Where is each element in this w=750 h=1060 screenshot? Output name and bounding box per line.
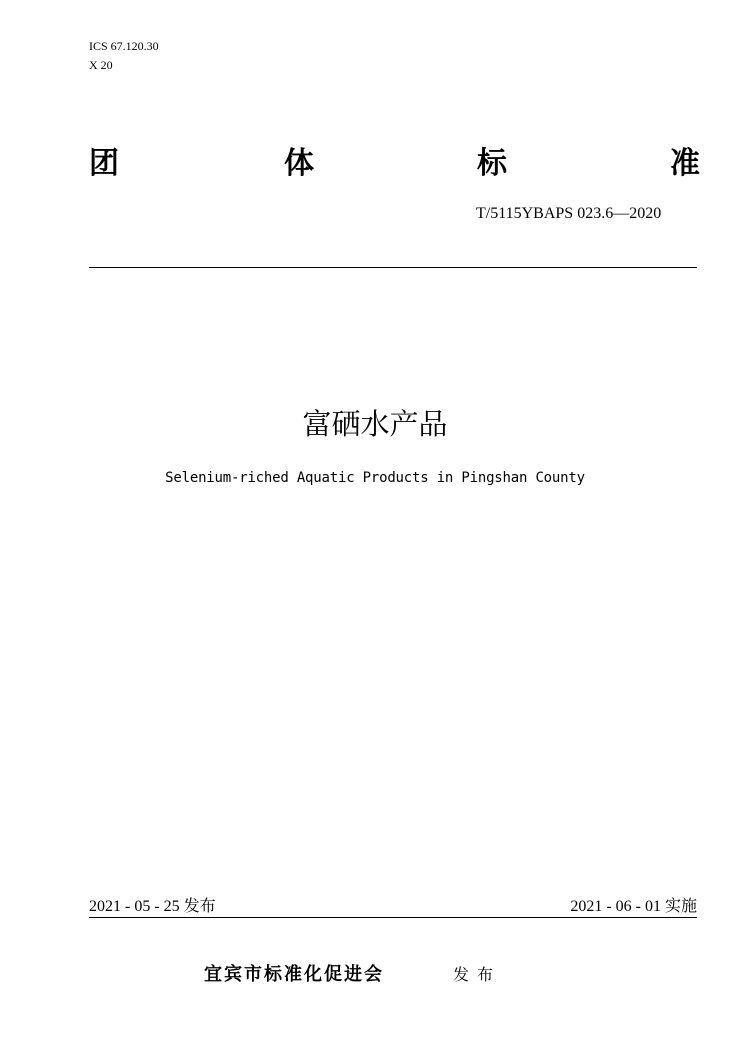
standard-type-char-4: 准 <box>670 146 700 181</box>
publisher-name: 宜宾市标准化促进会 <box>204 964 384 985</box>
standard-type-char-3: 标 <box>477 146 507 181</box>
document-title-cn: 富硒水产品 <box>302 407 448 441</box>
top-divider <box>89 267 697 268</box>
document-title-en: Selenium-riched Aquatic Products in Pingshan County <box>165 470 585 486</box>
publish-label: 发布 <box>453 965 502 984</box>
standard-code: T/5115YBAPS 023.6—2020 <box>476 205 662 222</box>
standard-type-char-2: 体 <box>284 146 314 181</box>
ics-code: ICS 67.120.30 <box>89 39 159 53</box>
issue-date: 2021 - 05 - 25 发布 <box>89 898 216 915</box>
implementation-date: 2021 - 06 - 01 实施 <box>570 898 697 915</box>
bottom-divider <box>89 917 697 918</box>
classification-code: X 20 <box>89 58 113 72</box>
standard-type-char-1: 团 <box>89 146 119 181</box>
